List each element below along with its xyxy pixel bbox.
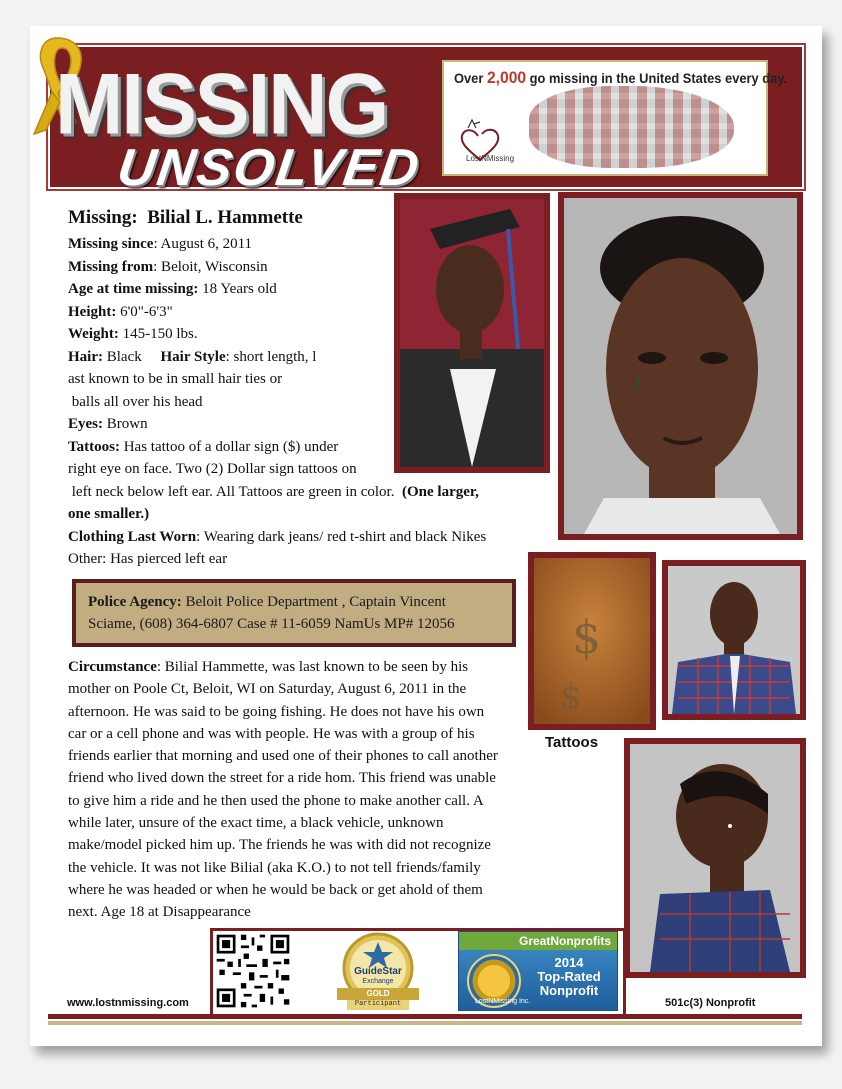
svg-text:$: $ bbox=[560, 677, 582, 717]
banner-number: 2,000 bbox=[486, 68, 527, 87]
guidestar-sub: Exchange bbox=[362, 978, 394, 985]
person-name: Bilial L. Hammette bbox=[147, 207, 303, 228]
police-agency-box bbox=[72, 579, 516, 647]
guidestar-badge[interactable] bbox=[323, 930, 433, 1012]
circumstance-line: afternoon. He was said to be going fishing. He does not have his own bbox=[68, 703, 485, 720]
front-photo bbox=[662, 560, 806, 720]
eyes: Eyes: Brown bbox=[68, 416, 148, 432]
other-notes: Other: Has pierced left ear bbox=[68, 551, 228, 567]
tattoos: Tattoos: Has tattoo of a dollar sign ($) under bbox=[68, 438, 339, 455]
police-line-2: Sciame, (608) 364-6807 Case # 11-6059 NamUs MP# 12056 bbox=[88, 616, 455, 632]
circumstance-line: car or a cell phone and was with people. He was with a group of his bbox=[68, 725, 475, 742]
gnp-award: 2014 Top-Rated Nonprofit bbox=[537, 955, 601, 998]
tattoos-caption: Tattoos bbox=[545, 734, 599, 751]
circumstance-text bbox=[68, 656, 546, 924]
age-missing: Age at time missing: 18 Years old bbox=[68, 281, 277, 297]
svg-text:$: $ bbox=[572, 610, 602, 664]
svg-text:$: $ bbox=[634, 376, 643, 392]
tattoos-cont: right eye on face. Two (2) Dollar sign tattoos on bbox=[68, 461, 357, 477]
profile-photo bbox=[624, 738, 806, 978]
hair-style-cont: ast known to be in small hair ties or bbox=[68, 371, 283, 387]
tattoo-closeup-photo bbox=[528, 552, 656, 730]
missing-since: Missing since: August 6, 2011 bbox=[68, 236, 253, 252]
greatnonprofits-badge[interactable] bbox=[458, 931, 618, 1011]
height: Height: 6'0"-6'3" bbox=[68, 303, 173, 320]
police-line-1: Police Agency: Beloit Police Department , Captain Vincent bbox=[88, 594, 446, 610]
footer-bar-accent bbox=[48, 1021, 802, 1025]
gnp-header: GreatNonprofits bbox=[459, 932, 617, 950]
unsolved-heading: UNSOLVED bbox=[113, 139, 425, 197]
clothing: Clothing Last Worn: Wearing dark jeans/ red t-shirt and black Nikes bbox=[68, 528, 487, 545]
circumstance-line: mother on Poole Ct, Beloit, WI on Saturday, August 6, 2011 in the bbox=[68, 681, 467, 698]
website-link[interactable]: www.lostnmissing.com bbox=[67, 997, 189, 1009]
missing-heading: MISSING bbox=[55, 56, 388, 153]
hair-style-cont-2: balls all over his head bbox=[68, 393, 203, 410]
weight: Weight: 145-150 lbs. bbox=[68, 326, 198, 342]
qr-code-icon[interactable] bbox=[214, 932, 292, 1010]
statistics-banner bbox=[442, 60, 788, 176]
guidestar-name: GuideStar bbox=[354, 966, 402, 977]
mugshot-photo bbox=[558, 192, 803, 540]
circumstance-line: where he was headed or when he would be back or get ahold of them bbox=[68, 881, 483, 898]
circumstance-line: friends earlier that morning and used one of their phones to call another bbox=[68, 748, 498, 765]
guidestar-participant: Participant bbox=[354, 1000, 402, 1008]
tattoos-cont-3: one smaller.) bbox=[68, 506, 150, 522]
us-map-collage bbox=[529, 86, 734, 168]
circumstance-line: to give him a ride and he then used the phone to make another call. A bbox=[68, 792, 484, 809]
circumstance-line: while later, unsure of the exact time, a black vehicle, unknown bbox=[68, 815, 444, 832]
missing-from: Missing from: Beloit, Wisconsin bbox=[68, 258, 268, 275]
logo-text: LostNMissing bbox=[466, 154, 515, 163]
circumstance-line: next. Age 18 at Disappearance bbox=[68, 904, 251, 921]
tattoos-cont-2: left neck below left ear. All Tattoos are green in color. (One larger, bbox=[68, 483, 479, 500]
banner-text: Over 2,000 go missing in the United States every day. bbox=[454, 68, 788, 87]
guidestar-level: GOLD bbox=[366, 989, 390, 998]
graduation-photo bbox=[394, 193, 550, 473]
circumstance-line: friend who lived down the street for a ride hom. This friend was unable bbox=[68, 770, 496, 787]
nonprofit-label: 501c(3) Nonprofit bbox=[665, 997, 756, 1009]
footer-bar bbox=[48, 1014, 802, 1019]
hair: Hair: Black Hair Style: short length, l bbox=[68, 348, 317, 365]
circumstance-line: Circumstance: Bilial Hammette, was last known to be seen by his bbox=[68, 659, 469, 675]
circumstance-line: the vehicle. It was not like Bilial (aka K.O.) to not tell friends/family bbox=[68, 859, 481, 876]
person-title: Missing: Bilial L. Hammette bbox=[68, 207, 303, 228]
circumstance-line: make/model picked him up. The friends he was with did not recognize bbox=[68, 837, 491, 854]
gnp-org: LostNMissing Inc. bbox=[475, 998, 531, 1005]
